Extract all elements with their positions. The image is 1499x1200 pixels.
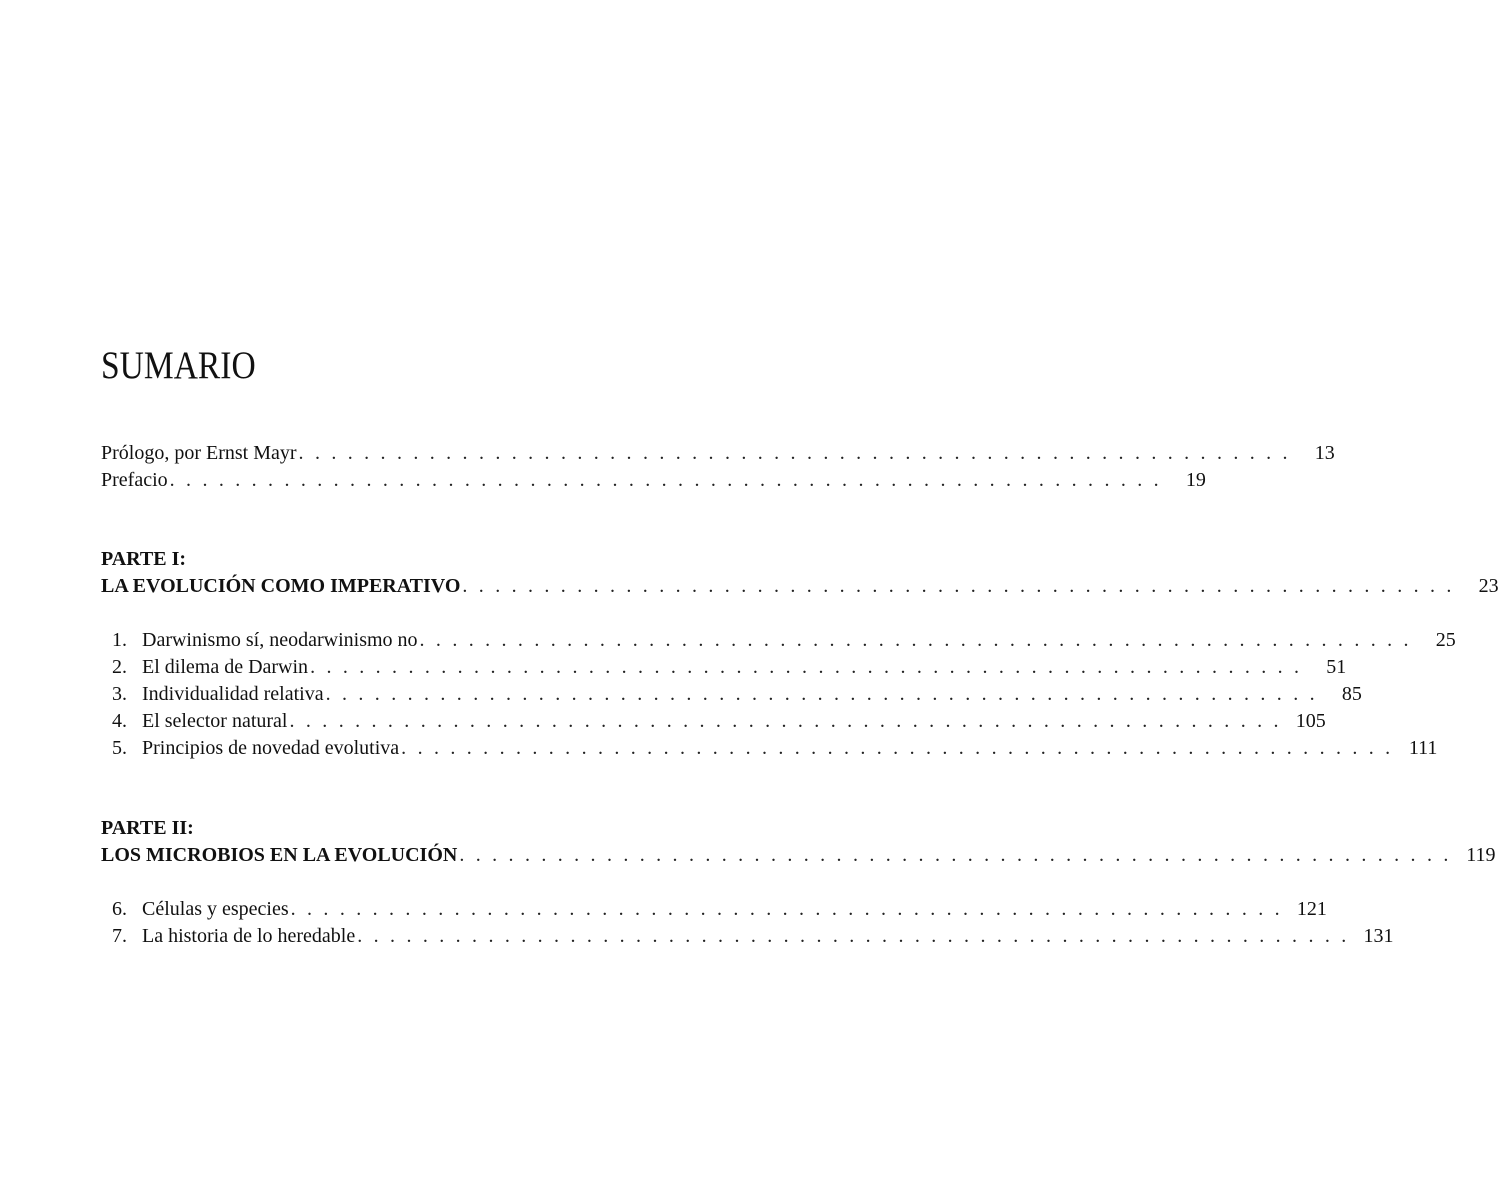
dot-leader: . . . . . . . . . . . . . . . . . . . . . . . . . . . . . . . . . . . . . . . . . . . . . . . . . . . . . . . . . . . . .	[169, 469, 1162, 491]
chapter-title: Principios de novedad evolutiva	[142, 737, 400, 759]
toc-entry-part-2[interactable]	[101, 842, 1496, 869]
chapter-number: 4.	[112, 710, 127, 732]
toc-page-number: 111	[1408, 737, 1438, 759]
dot-leader: . . . . . . . . . . . . . . . . . . . . . . . . . . . . . . . . . . . . . . . . . . . . . . . . . . . . . . . . . . . . .	[357, 925, 1350, 947]
toc-page-number: 85	[1341, 683, 1362, 705]
chapter-title: Darwinismo sí, neodarwinismo no	[142, 629, 418, 651]
toc-entry-chapter-7[interactable]	[112, 923, 1394, 950]
part-1-heading: PARTE I:	[101, 548, 187, 570]
toc-entry-label: Prefacio	[101, 469, 168, 491]
part-2-section	[101, 815, 1496, 869]
part-2-heading: PARTE II:	[101, 817, 194, 839]
page-title: SUMARIO	[101, 344, 256, 387]
toc-page-number: 131	[1363, 925, 1394, 947]
toc-entry-preface[interactable]	[101, 467, 1206, 494]
part-1-section	[101, 546, 1499, 600]
dot-leader: . . . . . . . . . . . . . . . . . . . . . . . . . . . . . . . . . . . . . . . . . . . . . . . . . . . . . . . . . . . . .	[298, 442, 1291, 464]
dot-leader: . . . . . . . . . . . . . . . . . . . . . . . . . . . . . . . . . . . . . . . . . . . . . . . . . . . . . . . . . . . . .	[325, 683, 1318, 705]
part-2-title: LOS MICROBIOS EN LA EVOLUCIÓN	[101, 844, 458, 866]
chapter-title: El selector natural	[142, 710, 288, 732]
toc-page-number: 19	[1185, 469, 1206, 491]
toc-page-number: 51	[1326, 656, 1347, 678]
toc-entry-chapter-1[interactable]	[112, 627, 1456, 654]
chapter-title: Individualidad relativa	[142, 683, 324, 705]
toc-entry-prologue[interactable]	[101, 440, 1335, 467]
chapter-number: 3.	[112, 683, 127, 705]
dot-leader: . . . . . . . . . . . . . . . . . . . . . . . . . . . . . . . . . . . . . . . . . . . . . . . . . . . . . . . . . . . . .	[290, 898, 1283, 920]
toc-page-number: 121	[1296, 898, 1327, 920]
toc-page-number: 119	[1466, 844, 1496, 866]
dot-leader: . . . . . . . . . . . . . . . . . . . . . . . . . . . . . . . . . . . . . . . . . . . . . . . . . . . . . . . . . . . . .	[289, 710, 1282, 732]
chapter-number: 6.	[112, 898, 127, 920]
chapter-number: 5.	[112, 737, 127, 759]
chapter-number: 7.	[112, 925, 127, 947]
toc-entry-chapter-4[interactable]	[112, 708, 1326, 735]
toc-entry-part-1[interactable]	[101, 573, 1499, 600]
part-1-title: LA EVOLUCIÓN COMO IMPERATIVO	[101, 575, 461, 597]
toc-page-number: 13	[1314, 442, 1335, 464]
dot-leader: . . . . . . . . . . . . . . . . . . . . . . . . . . . . . . . . . . . . . . . . . . . . . . . . . . . . . . . . . . . . .	[310, 656, 1303, 678]
dot-leader: . . . . . . . . . . . . . . . . . . . . . . . . . . . . . . . . . . . . . . . . . . . . . . . . . . . . . . . . . . . . .	[462, 575, 1455, 597]
toc-entry-chapter-3[interactable]	[112, 681, 1362, 708]
toc-page-number: 25	[1435, 629, 1456, 651]
dot-leader: . . . . . . . . . . . . . . . . . . . . . . . . . . . . . . . . . . . . . . . . . . . . . . . . . . . . . . . . . . . . .	[401, 737, 1394, 759]
toc-entry-label: Prólogo, por Ernst Mayr	[101, 442, 297, 464]
toc-page-number: 23	[1478, 575, 1499, 597]
chapter-number: 1.	[112, 629, 127, 651]
dot-leader: . . . . . . . . . . . . . . . . . . . . . . . . . . . . . . . . . . . . . . . . . . . . . . . . . . . . . . . . . . . . .	[459, 844, 1452, 866]
part-1-chapter-list	[112, 627, 1456, 762]
part-2-chapter-list	[112, 896, 1394, 950]
chapter-number: 2.	[112, 656, 127, 678]
chapter-title: La historia de lo heredable	[142, 925, 356, 947]
toc-entry-chapter-5[interactable]	[112, 735, 1438, 762]
front-matter-list	[101, 440, 1335, 494]
chapter-title: Células y especies	[142, 898, 289, 920]
dot-leader: . . . . . . . . . . . . . . . . . . . . . . . . . . . . . . . . . . . . . . . . . . . . . . . . . . . . . . . . . . . . .	[419, 629, 1412, 651]
toc-page-number: 105	[1295, 710, 1326, 732]
toc-entry-chapter-2[interactable]	[112, 654, 1347, 681]
chapter-title: El dilema de Darwin	[142, 656, 309, 678]
toc-entry-chapter-6[interactable]	[112, 896, 1327, 923]
